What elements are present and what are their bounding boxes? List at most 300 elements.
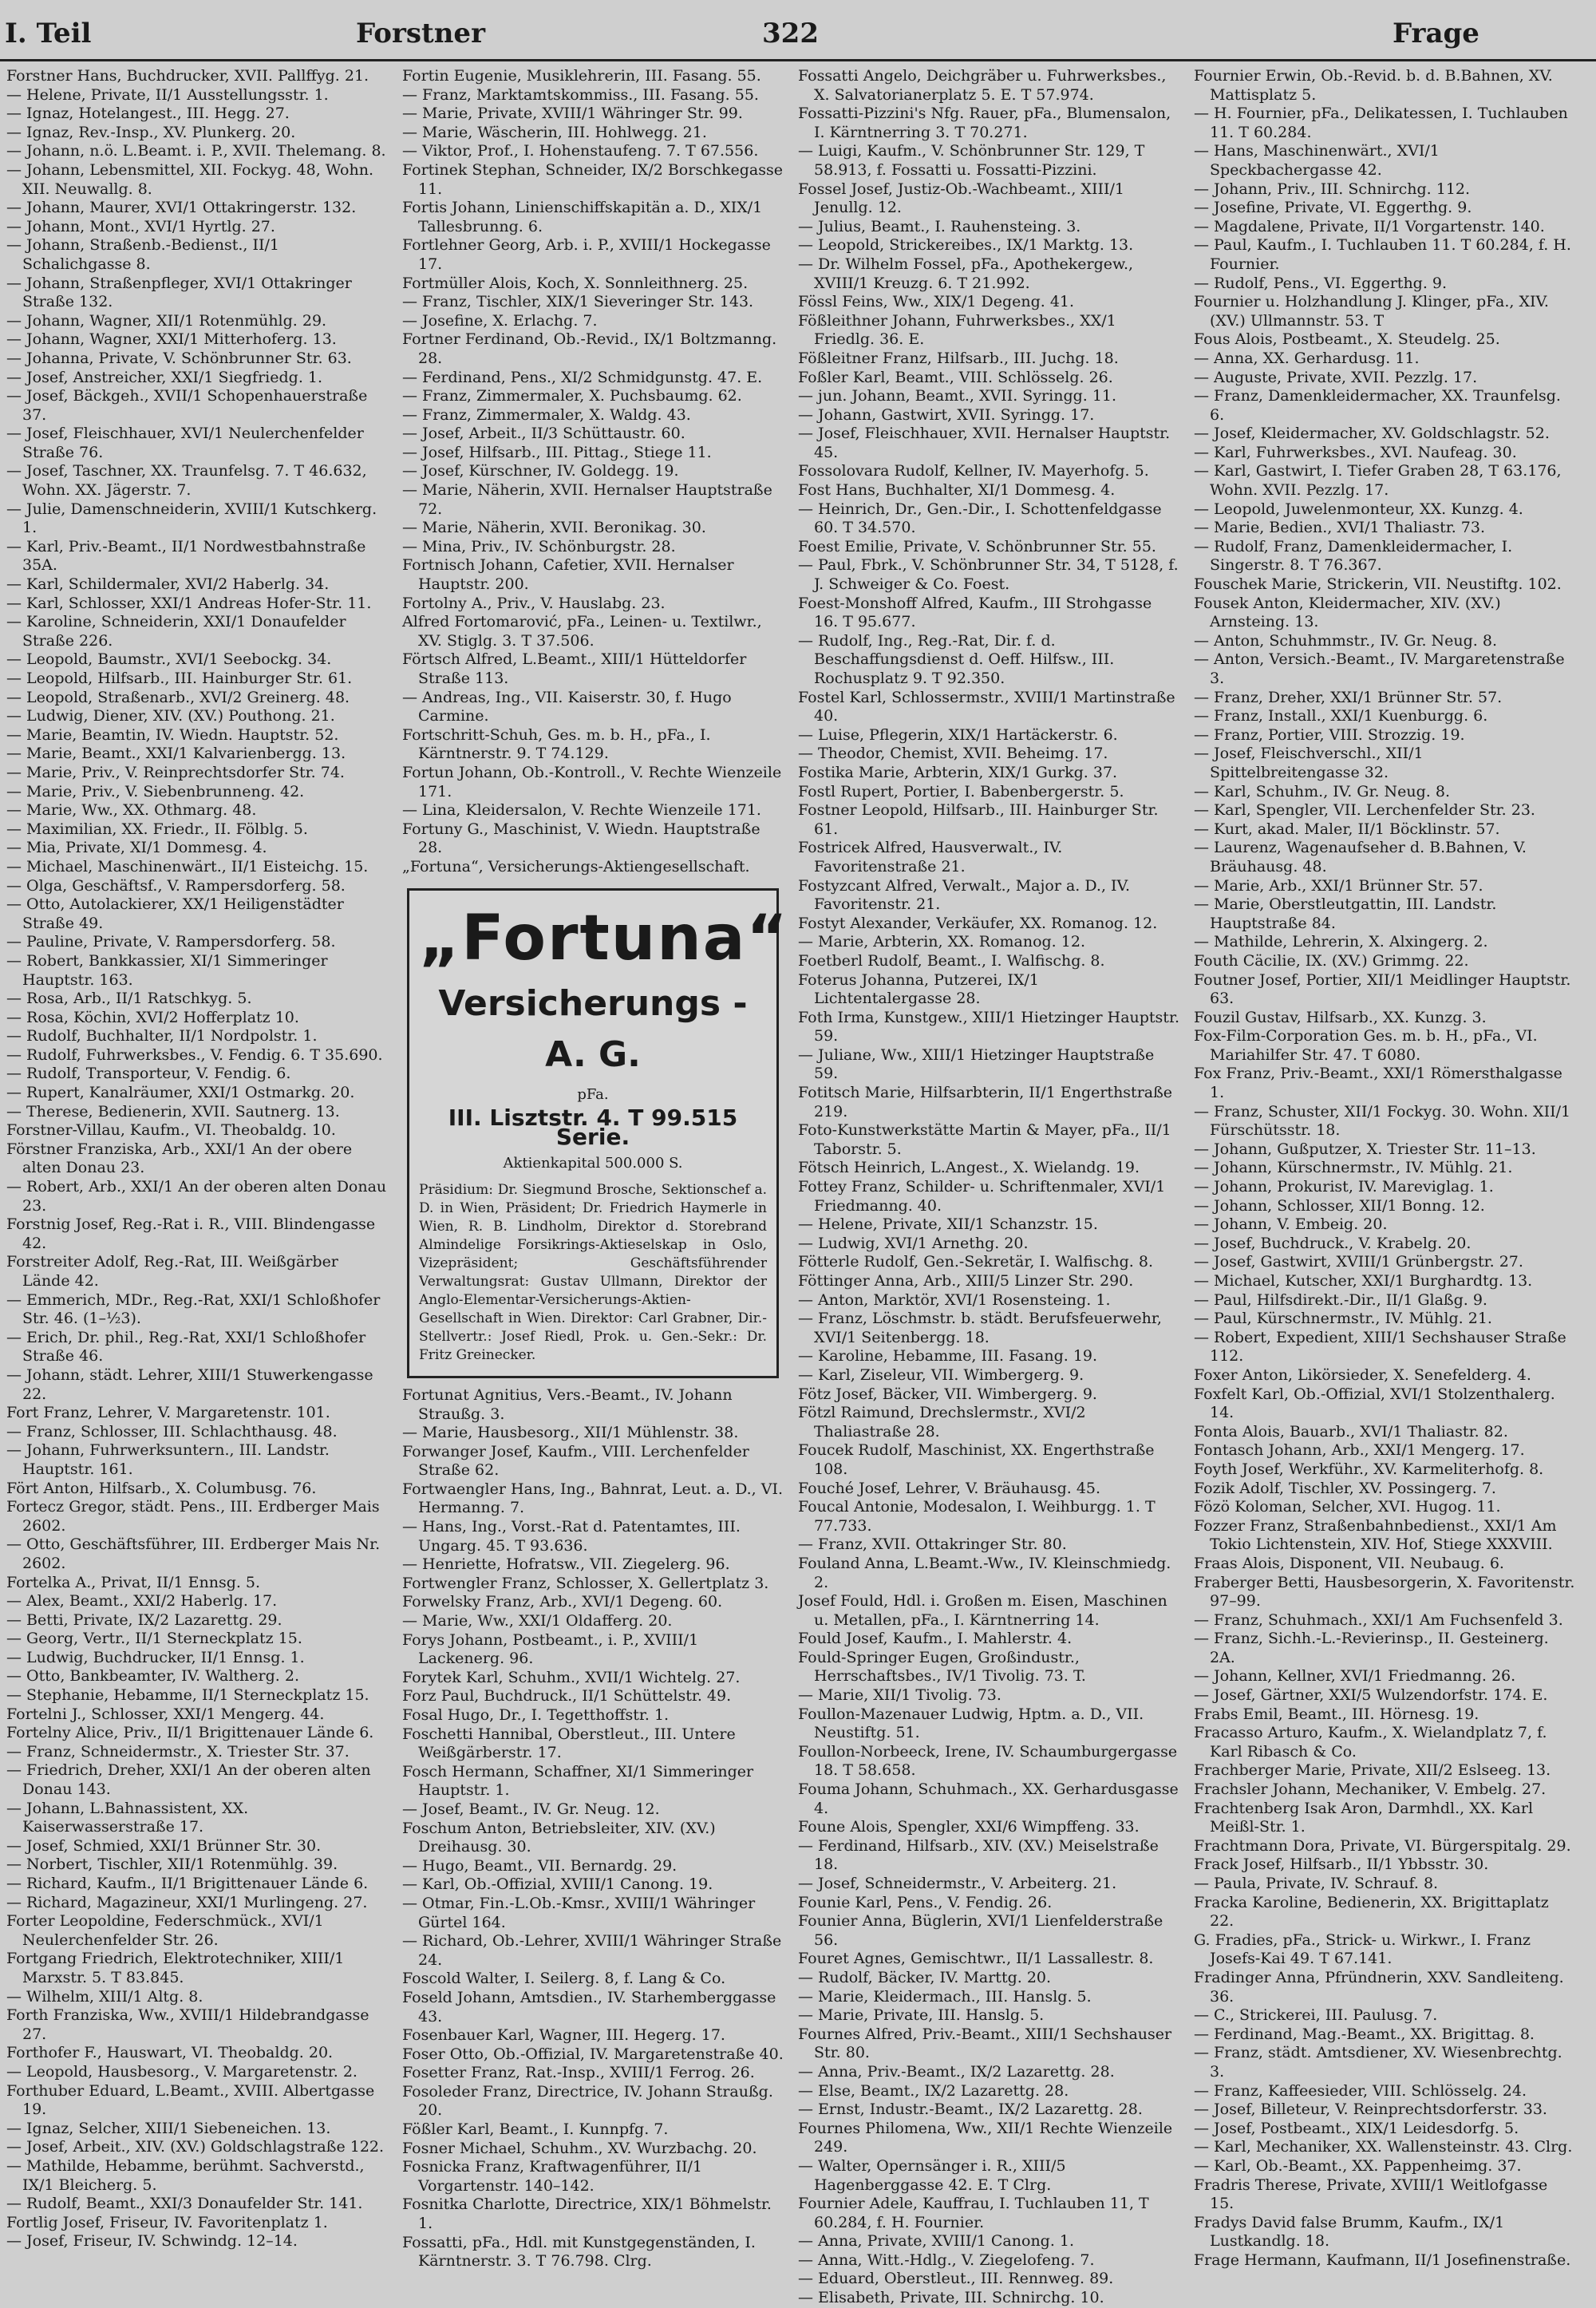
- directory-entry: — Leopold, Strickereibes., IX/1 Marktg. 13.: [798, 236, 1134, 255]
- directory-entry: Fracasso Arturo, Kaufm., X. Wielandplatz 7, f. Karl Ribasch & Co.: [1194, 1724, 1547, 1761]
- directory-entry: — Rupert, Kanalräumer, XXI/1 Ostmarkg. 20.: [6, 1084, 355, 1102]
- directory-entry: Fortmüller Alois, Koch, X. Sonnleithnerg. 25.: [402, 274, 749, 292]
- directory-entry: — Henriette, Hofratsw., VII. Ziegelerg. 96.: [402, 1555, 730, 1574]
- running-head-right: Frage: [1393, 18, 1479, 49]
- directory-entry: — Josef, Kürschner, IV. Goldegg. 19.: [402, 462, 679, 480]
- directory-entry: Fournier Adele, Kauffrau, I. Tuchlauben 11, T 60.284, f. H. Fournier.: [798, 2195, 1149, 2231]
- directory-entry: Forthofer F., Hauswart, VI. Theobaldg. 20.: [6, 2044, 334, 2062]
- ad-capital: Aktienkapital 500.000 S.: [503, 1155, 683, 1172]
- directory-entry: — Paul, Fbrk., V. Schönbrunner Str. 34, T 5128, f. J. Schweiger & Co. Foest.: [798, 556, 1179, 594]
- directory-entry: Foxfelt Karl, Ob.-Offizial, XVI/1 Stolzenthalerg. 14.: [1194, 1385, 1555, 1422]
- directory-entry: Fortinek Stephan, Schneider, IX/2 Borschkegasse 11.: [402, 160, 783, 198]
- directory-entry: — Elisabeth, Private, III. Schnirchg. 10.: [798, 2289, 1104, 2307]
- directory-entry: Fouland Anna, L.Beamt.-Ww., IV. Kleinschmiedg. 2.: [798, 1554, 1171, 1591]
- directory-entry: — Rudolf, Buchhalter, II/1 Nordpolstr. 1.: [6, 1027, 318, 1045]
- directory-entry: Fox Franz, Priv.-Beamt., XXI/1 Römersthalgasse 1.: [1194, 1065, 1562, 1102]
- directory-entry: — Hans, Maschinenwärt., XVI/1 Speckbachergasse 42.: [1194, 142, 1440, 179]
- directory-entry: Fostel Karl, Schlossermstr., XVIII/1 Martinstraße 40.: [798, 688, 1175, 725]
- directory-entry: Forz Paul, Buchdruck., II/1 Schüttelstr. 49.: [402, 1687, 732, 1705]
- directory-entry: — Franz, Dreher, XXI/1 Brünner Str. 57.: [1194, 688, 1503, 706]
- directory-entry: Fosnitka Charlotte, Directrice, XIX/1 Böhmelstr. 1.: [402, 2195, 772, 2233]
- column-2: [402, 67, 789, 2270]
- directory-entry: Fossolovara Rudolf, Kellner, IV. Mayerhofg. 5.: [798, 462, 1149, 480]
- directory-entry: Frachtmann Dora, Private, VI. Bürgerspitalg. 29.: [1194, 1836, 1571, 1855]
- directory-entry: Fötz Josef, Bäcker, VII. Wimbergerg. 9.: [798, 1385, 1097, 1403]
- directory-entry: — Johann, n.ö. L.Beamt. i. P., XVII. Thelemang. 8.: [6, 142, 386, 160]
- directory-entry: — Johann, Wagner, XXI/1 Mitterhoferg. 13.: [6, 330, 337, 349]
- directory-entry: — Franz, Tischler, XIX/1 Sieveringer Str. 143.: [402, 293, 754, 311]
- directory-entry: Forytek Karl, Schuhm., XVII/1 Wichtelg. 27.: [402, 1668, 741, 1686]
- directory-entry: Fous Alois, Postbeamt., X. Steudelg. 25.: [1194, 330, 1500, 349]
- directory-entry: Fostyt Alexander, Verkäufer, XX. Romanog. 12.: [798, 914, 1158, 932]
- directory-entry: — Anna, Priv.-Beamt., IX/2 Lazarettg. 28.: [798, 2062, 1115, 2081]
- directory-entry: Fraas Alois, Disponent, VII. Neubaug. 6.: [1194, 1554, 1504, 1572]
- directory-entry: — Ferdinand, Pens., XI/2 Schmidgunstg. 47. E.: [402, 368, 763, 386]
- directory-entry: — Franz, Marktamtskommiss., III. Fasang. 55.: [402, 85, 759, 104]
- directory-entry: — Franz, Kaffeesieder, VIII. Schlösselg. 24.: [1194, 2081, 1527, 2100]
- directory-entry: Fortecz Gregor, städt. Pens., III. Erdberger Mais 2602.: [6, 1498, 380, 1535]
- directory-entry: — Karl, Priv.-Beamt., II/1 Nordwestbahnstraße 35A.: [6, 537, 366, 575]
- directory-entry: — Karoline, Hebamme, III. Fasang. 19.: [798, 1347, 1098, 1365]
- directory-entry: Fört Anton, Hilfsarb., X. Columbusg. 76.: [6, 1479, 317, 1497]
- directory-entry: Forter Leopoldine, Federschmück., XVI/1 Neulerchenfelder Str. 26.: [6, 1912, 324, 1949]
- directory-entry: — Karl, Ob.-Beamt., XX. Pappenheimg. 37.: [1194, 2156, 1522, 2175]
- directory-entry: — Rosa, Arb., II/1 Ratschkyg. 5.: [6, 990, 252, 1008]
- directory-entry: — Robert, Bankkassier, XI/1 Simmeringer Hauptstr. 163.: [6, 951, 328, 989]
- directory-entry: Forwanger Josef, Kaufm., VIII. Lerchenfelder Straße 62.: [402, 1442, 749, 1480]
- directory-entry: — Franz, Zimmermaler, X. Waldg. 43.: [402, 405, 691, 424]
- directory-entry: Forstreiter Adolf, Reg.-Rat, III. Weißgärber Lände 42.: [6, 1253, 338, 1290]
- directory-entry: — Paul, Hilfsdirekt.-Dir., II/1 Glaßg. 9.: [1194, 1290, 1487, 1309]
- directory-entry: — Rudolf, Beamt., XXI/3 Donaufelder Str. 141.: [6, 2195, 363, 2213]
- directory-entry: — Josef, Hilfsarb., III. Pittag., Stiege 11.: [402, 443, 712, 461]
- directory-entry: — Johann, Wagner, XII/1 Rotenmühlg. 29.: [6, 311, 327, 330]
- directory-entry: Fossatti-Pizzini's Nfg. Rauer, pFa., Blumensalon, I. Kärntnerring 3. T 70.271.: [798, 105, 1171, 141]
- directory-entry: Foullon-Norbeeck, Irene, IV. Schaumburgergasse 18. T 58.658.: [798, 1742, 1178, 1780]
- directory-entry: Fößleithner Johann, Fuhrwerksbes., XX/1 Friedlg. 36. E.: [798, 311, 1116, 349]
- directory-entry: Forth Franziska, Ww., XVIII/1 Hildebrandgasse 27.: [6, 2006, 369, 2043]
- directory-entry: — Michael, Kutscher, XXI/1 Burghardtg. 13.: [1194, 1272, 1533, 1290]
- directory-entry: — Johann, Mont., XVI/1 Hyrtlg. 27.: [6, 217, 275, 235]
- directory-entry: — Franz, Portier, VIII. Strozzig. 19.: [1194, 725, 1465, 744]
- directory-entry: — Friedrich, Dreher, XXI/1 An der oberen alten Donau 143.: [6, 1761, 371, 1799]
- directory-entry: — Johann, Kellner, XVI/1 Friedmanng. 26.: [1194, 1667, 1516, 1686]
- directory-entry: — Marie, Arbterin, XX. Romanog. 12.: [798, 933, 1085, 951]
- directory-entry: Josef Fould, Hdl. i. Großen m. Eisen, Maschinen u. Metallen, pFa., I. Kärntnerring 14.: [798, 1592, 1167, 1629]
- directory-entry: G. Fradies, pFa., Strick- u. Wirkwr., I. Franz Josefs-Kai 49. T 67.141.: [1194, 1931, 1531, 1968]
- directory-entry: Fößler Karl, Beamt., I. Kunnpfg. 7.: [402, 2120, 669, 2139]
- directory-entry: Fouschek Marie, Strickerin, VII. Neustiftg. 102.: [1194, 575, 1562, 594]
- column-4: [1194, 67, 1575, 2269]
- directory-entry: Fradinger Anna, Pfründnerin, XXV. Sandleiteng. 36.: [1194, 1968, 1564, 2006]
- directory-entry: Fortun Johann, Ob.-Kontroll., V. Rechte Wienzeile 171.: [402, 763, 782, 800]
- directory-entry: Fossel Josef, Justiz-Ob.-Wachbeamt., XIII/1 Jenullg. 12.: [798, 180, 1124, 217]
- directory-entry: — Rudolf, Ing., Reg.-Rat, Dir. f. d. Beschaffungsdienst d. Oeff. Hilfsw., III. Rochusplatz 9. T 92.350.: [798, 631, 1115, 687]
- directory-entry: — Josef, Fleischhauer, XVII. Hernalser Hauptstr. 45.: [798, 425, 1171, 461]
- directory-entry: — Laurenz, Wagenaufseher d. B.Bahnen, V. Bräuhausg. 48.: [1194, 839, 1527, 875]
- directory-entry: Fould Josef, Kaufm., I. Mahlerstr. 4.: [798, 1630, 1073, 1648]
- directory-entry: — Kurt, akad. Maler, II/1 Böcklinstr. 57.: [1194, 820, 1500, 838]
- directory-columns: [6, 67, 1590, 2307]
- directory-entry: — Rudolf, Pens., VI. Eggerthg. 9.: [1194, 274, 1448, 292]
- directory-entry: — Karl, Mechaniker, XX. Wallensteinstr. 43. Clrg.: [1194, 2138, 1573, 2156]
- directory-entry: — Juliane, Ww., XIII/1 Hietzinger Hauptstraße 59.: [798, 1045, 1155, 1083]
- directory-entry: — Josef, Schmied, XXI/1 Brünner Str. 30.: [6, 1836, 322, 1855]
- directory-entry: — Josef, Gärtner, XXI/5 Wulzendorfstr. 174. E.: [1194, 1686, 1548, 1705]
- directory-entry: — Viktor, Prof., I. Hohenstaufeng. 7. T 67.556.: [402, 142, 759, 160]
- directory-entry: Frachtenberg Isak Aron, Darmhdl., XX. Karl Meißl-Str. 1.: [1194, 1799, 1534, 1836]
- directory-entry: Frack Josef, Hilfsarb., II/1 Ybbsstr. 30.: [1194, 1855, 1489, 1874]
- directory-entry: Fouret Agnes, Gemischtwr., II/1 Lassallestr. 8.: [798, 1950, 1154, 1968]
- directory-entry: Forthuber Eduard, L.Beamt., XVIII. Albertgasse 19.: [6, 2081, 375, 2119]
- directory-entry: — Rudolf, Bäcker, IV. Marttg. 20.: [798, 1968, 1052, 1986]
- directory-entry: Förstner Franziska, Arb., XXI/1 An der obere alten Donau 23.: [6, 1140, 353, 1177]
- directory-entry: — Richard, Kaufm., II/1 Brigittenauer Lände 6.: [6, 1875, 369, 1892]
- directory-entry: Fostner Leopold, Hilfsarb., III. Hainburger Str. 61.: [798, 801, 1159, 838]
- directory-entry: — Johann, Prokurist, IV. Mareviglag. 1.: [1194, 1178, 1494, 1196]
- ad-pfa: pFa.: [577, 1085, 609, 1103]
- directory-entry: Fontasch Johann, Arb., XXI/1 Mengerg. 17.: [1194, 1441, 1525, 1460]
- directory-entry: — Josef, Taschner, XX. Traunfelsg. 7. T 46.632, Wohn. XX. Jägerstr. 7.: [6, 462, 367, 500]
- directory-entry: — Therese, Bedienerin, XVII. Sautnerg. 13.: [6, 1102, 340, 1120]
- directory-entry: Fonta Alois, Bauarb., XVI/1 Thaliastr. 82.: [1194, 1422, 1508, 1441]
- directory-entry: Fötsch Heinrich, L.Angest., X. Wielandg. 19.: [798, 1159, 1140, 1177]
- directory-entry: Fortlig Josef, Friseur, IV. Favoritenplatz 1.: [6, 2213, 328, 2231]
- directory-entry: Fournes Alfred, Priv.-Beamt., XIII/1 Sechshauser Str. 80.: [798, 2025, 1172, 2062]
- directory-entry: Fosenbauer Karl, Wagner, III. Hegerg. 17.: [402, 2026, 725, 2045]
- directory-entry: Förtsch Alfred, L.Beamt., XIII/1 Hütteldorfer Straße 113.: [402, 650, 747, 687]
- directory-entry: — Josef, Postbeamt., XIX/1 Leidesdorfg. 5.: [1194, 2119, 1519, 2137]
- directory-entry: — Marie, Oberstleutgattin, III. Landstr. Hauptstraße 84.: [1194, 895, 1497, 932]
- directory-entry: — Karl, Schuhm., IV. Gr. Neug. 8.: [1194, 782, 1451, 800]
- directory-entry: Fradys David false Brumm, Kaufm., IX/1 Lustkandlg. 18.: [1194, 2213, 1505, 2251]
- directory-entry: Fost Hans, Buchhalter, XI/1 Dommesg. 4.: [798, 481, 1116, 500]
- directory-entry: — Franz, Schneidermstr., X. Triester Str. 37.: [6, 1742, 350, 1761]
- directory-entry: Fouma Johann, Schuhmach., XX. Gerhardusgasse 4.: [798, 1780, 1179, 1817]
- directory-entry: Alfred Fortomarović, pFa., Leinen- u. Textilwr., XV. Stiglg. 3. T 37.506.: [402, 613, 762, 650]
- directory-entry: — Franz, städt. Amtsdiener, XV. Wiesenbrechtg. 3.: [1194, 2044, 1562, 2081]
- directory-entry: — Johann, V. Embeig. 20.: [1194, 1215, 1388, 1234]
- directory-entry: Fostyzcant Alfred, Verwalt., Major a. D., IV. Favoritenstr. 21.: [798, 876, 1130, 914]
- directory-entry: — Magdalene, Private, II/1 Vorgartenstr. 140.: [1194, 217, 1545, 235]
- directory-entry: — Richard, Magazineur, XXI/1 Murlingeng. 27.: [6, 1893, 368, 1911]
- directory-entry: — Olga, Geschäftsf., V. Rampersdorferg. 58.: [6, 876, 346, 895]
- directory-entry: — Josef, Billeteur, V. Reinprechtsdorferstr. 33.: [1194, 2101, 1547, 2119]
- directory-entry: — Mathilde, Hebamme, berühmt. Sachverstd., IX/1 Bleicherg. 5.: [6, 2156, 365, 2194]
- directory-entry: Foschum Anton, Betriebsleiter, XIV. (XV.) Dreihausg. 30.: [402, 1819, 716, 1856]
- column-2-bottom: [402, 1386, 784, 2271]
- directory-entry: — Hans, Ing., Vorst.-Rat d. Patentamtes, III. Ungarg. 45. T 93.636.: [402, 1518, 741, 1555]
- directory-entry: — Ludwig, XVI/1 Arnethg. 20.: [798, 1234, 1029, 1252]
- directory-entry: — Marie, Arb., XXI/1 Brünner Str. 57.: [1194, 876, 1483, 895]
- directory-entry: Fortin Eugenie, Musiklehrerin, III. Fasang. 55.: [402, 67, 761, 85]
- directory-entry: Founie Karl, Pens., V. Fendig. 26.: [798, 1893, 1053, 1911]
- directory-entry: Fosner Michael, Schuhm., XV. Wurzbachg. 20.: [402, 2139, 757, 2157]
- directory-entry: — Marie, XII/1 Tivolig. 73.: [798, 1686, 1001, 1705]
- directory-entry: — Paula, Private, IV. Schrauf. 8.: [1194, 1875, 1439, 1892]
- directory-entry: — Karl, Schildermaler, XVI/2 Haberlg. 34.: [6, 575, 330, 594]
- directory-entry: — Wilhelm, XIII/1 Altg. 8.: [6, 1987, 203, 2006]
- directory-entry: Fouth Cäcilie, IX. (XV.) Grimmg. 22.: [1194, 951, 1469, 970]
- directory-entry: — Marie, Näherin, XVII. Hernalser Hauptstraße 72.: [402, 481, 772, 518]
- directory-entry: Foscold Walter, I. Seilerg. 8, f. Lang & Co.: [402, 1970, 726, 1988]
- directory-entry: Fould-Springer Eugen, Großindustr., Herrschaftsbes., IV/1 Tivolig. 73. T.: [798, 1648, 1086, 1686]
- directory-entry: Forwelsky Franz, Arb., XVI/1 Degeng. 60.: [402, 1593, 723, 1611]
- directory-entry: — Marie, Ww., XX. Othmarg. 48.: [6, 801, 257, 820]
- directory-entry: — Betti, Private, IX/2 Lazarettg. 29.: [6, 1610, 282, 1629]
- directory-entry: Foxer Anton, Likörsieder, X. Senefelderg. 4.: [1194, 1365, 1531, 1384]
- directory-entry: Fostricek Alfred, Hausverwalt., IV. Favoritenstraße 21.: [798, 839, 1063, 875]
- directory-entry: — Johann, städt. Lehrer, XIII/1 Stuwerkengasse 22.: [6, 1365, 373, 1403]
- directory-entry: — Johann, Gußputzer, X. Triester Str. 11–13.: [1194, 1140, 1536, 1158]
- directory-entry: — Marie, Bedien., XVI/1 Thaliastr. 73.: [1194, 519, 1486, 537]
- directory-entry: Fosal Hugo, Dr., I. Tegetthoffstr. 1.: [402, 1706, 670, 1724]
- directory-entry: — Karl, Spengler, VII. Lerchenfelder Str. 23.: [1194, 801, 1535, 820]
- directory-entry: Fort Franz, Lehrer, V. Margaretenstr. 101.: [6, 1404, 330, 1422]
- page-header: [0, 11, 1596, 61]
- directory-entry: — Richard, Ob.-Lehrer, XVIII/1 Währinger Straße 24.: [402, 1932, 782, 1969]
- directory-entry: — Johanna, Private, V. Schönbrunner Str. 63.: [6, 349, 352, 367]
- column-3: [798, 67, 1179, 2307]
- directory-entry: — Josef, Arbeit., II/3 Schüttaustr. 60.: [402, 425, 685, 443]
- directory-entry: — Marie, Kleidermach., III. Hanslg. 5.: [798, 1987, 1092, 2006]
- directory-entry: — Franz, Zimmermaler, X. Puchsbaumg. 62.: [402, 387, 742, 405]
- directory-entry: — Erich, Dr. phil., Reg.-Rat, XXI/1 Schloßhofer Straße 46.: [6, 1328, 366, 1365]
- directory-entry: Fortwengler Franz, Schlosser, X. Gellertplatz 3.: [402, 1574, 769, 1592]
- directory-entry: — Karl, Ob.-Offizial, XVIII/1 Canong. 19.: [402, 1875, 713, 1894]
- directory-entry: — Marie, Hausbesorg., XII/1 Mühlenstr. 38.: [402, 1424, 739, 1442]
- directory-entry: Fozik Adolf, Tischler, XV. Possingerg. 7.: [1194, 1479, 1496, 1497]
- directory-entry: — Walter, Opernsänger i. R., XIII/5 Hagenberggasse 42. E. T Clrg.: [798, 2156, 1066, 2194]
- directory-entry: — Johann, Fuhrwerksuntern., III. Landstr. Hauptstr. 161.: [6, 1441, 330, 1478]
- directory-entry: — Marie, Ww., XXI/1 Oldafferg. 20.: [402, 1612, 673, 1630]
- directory-entry: Fouzil Gustav, Hilfsarb., XX. Kunzg. 3.: [1194, 1008, 1487, 1026]
- directory-entry: Foterus Johanna, Putzerei, IX/1 Lichtentalergasse 28.: [798, 970, 1039, 1008]
- directory-entry: — Helene, Private, XII/1 Schanzstr. 15.: [798, 1215, 1098, 1234]
- directory-entry: Fözö Koloman, Selcher, XVI. Hugog. 11.: [1194, 1498, 1501, 1516]
- directory-entry: — Mia, Private, XI/1 Dommesg. 4.: [6, 839, 267, 857]
- directory-entry: — Norbert, Tischler, XII/1 Rotenmühlg. 39.: [6, 1855, 338, 1874]
- directory-entry: — Otto, Geschäftsführer, III. Erdberger Mais Nr. 2602.: [6, 1535, 381, 1572]
- directory-entry: — Robert, Arb., XXI/1 An der oberen alten Donau 23.: [6, 1178, 387, 1215]
- directory-entry: „Fortuna“, Versicherungs-Aktiengesellschaft.: [402, 857, 750, 875]
- directory-entry: — Leopold, Straßenarb., XVI/2 Greinerg. 48.: [6, 688, 350, 706]
- running-head-left: Forstner: [356, 18, 485, 49]
- directory-entry: Fötterle Rudolf, Gen.-Sekretär, I. Walfischg. 8.: [798, 1253, 1153, 1271]
- directory-entry: — Karl, Fuhrwerksbes., XVI. Naufeag. 30.: [1194, 443, 1517, 461]
- directory-entry: — Julius, Beamt., I. Rauhensteing. 3.: [798, 217, 1081, 235]
- directory-entry: — jun. Johann, Beamt., XVII. Syringg. 11.: [798, 387, 1117, 405]
- directory-entry: — Ignaz, Selcher, XIII/1 Siebeneichen. 13.: [6, 2119, 331, 2137]
- directory-entry: — Franz, XVII. Ottakringer Str. 80.: [798, 1535, 1067, 1554]
- directory-entry: Forys Johann, Postbeamt., i. P., XVIII/1 Lackenerg. 96.: [402, 1630, 699, 1668]
- directory-entry: — Franz, Damenkleidermacher, XX. Traunfelsg. 6.: [1194, 387, 1561, 424]
- directory-entry: — Luigi, Kaufm., V. Schönbrunner Str. 129, T 58.913, f. Fossatti u. Fossatti-Pizzini.: [798, 142, 1145, 179]
- directory-entry: Fortunat Agnitius, Vers.-Beamt., IV. Johann Straußg. 3.: [402, 1385, 733, 1423]
- directory-entry: Fozzer Franz, Straßenbahnbedienst., XXI/1 Am Tokio Lichtenstein, XIV. Hof, Stiege XXXVIII.: [1194, 1516, 1557, 1554]
- directory-entry: — Ferdinand, Hilfsarb., XIV. (XV.) Meiselstraße 18.: [798, 1836, 1159, 1874]
- directory-entry: Fortelny Alice, Priv., II/1 Brigittenauer Lände 6.: [6, 1724, 374, 1742]
- directory-entry: Frachberger Marie, Private, XII/2 Eslseeg. 13.: [1194, 1761, 1551, 1780]
- directory-entry: — Franz, Sichh.-L.-Revierinsp., II. Gesteinerg. 2A.: [1194, 1630, 1549, 1666]
- directory-entry: — Robert, Expedient, XIII/1 Sechshauser Straße 112.: [1194, 1328, 1566, 1365]
- directory-entry: Frachsler Johann, Mechaniker, V. Embelg. 27.: [1194, 1780, 1547, 1799]
- section-label: I. Teil: [5, 18, 92, 49]
- directory-entry: — Josef, Beamt., IV. Gr. Neug. 12.: [402, 1800, 660, 1818]
- directory-entry: Fortlehner Georg, Arb. i. P., XVIII/1 Hockegasse 17.: [402, 236, 771, 273]
- directory-entry: — Rudolf, Transporteur, V. Fendig. 6.: [6, 1065, 291, 1083]
- directory-entry: Foto-Kunstwerkstätte Martin & Mayer, pFa., II/1 Taborstr. 5.: [798, 1121, 1171, 1158]
- directory-entry: — Auguste, Private, XVII. Pezzlg. 17.: [1194, 368, 1478, 386]
- directory-entry: Foucal Antonie, Modesalon, I. Weihburgg. 1. T 77.733.: [798, 1498, 1156, 1535]
- directory-entry: — Franz, Install., XXI/1 Kuenburgg. 6.: [1194, 707, 1488, 725]
- directory-entry: Founier Anna, Büglerin, XVI/1 Lienfelderstraße 56.: [798, 1912, 1163, 1949]
- directory-entry: — Leopold, Juwelenmonteur, XX. Kunzg. 4.: [1194, 500, 1523, 518]
- directory-entry: — Rudolf, Franz, Damenkleidermacher, I. Singerstr. 8. T 76.367.: [1194, 537, 1513, 575]
- directory-entry: Fortelka A., Privat, II/1 Ennsg. 5.: [6, 1573, 261, 1591]
- column-1: [6, 67, 388, 2251]
- directory-entry: — Johann, L.Bahnassistent, XX. Kaiserwasserstraße 17.: [6, 1799, 249, 1836]
- directory-entry: Frage Hermann, Kaufmann, II/1 Josefinenstraße.: [1194, 2251, 1571, 2269]
- directory-entry: — Anton, Marktör, XVI/1 Rosensteing. 1.: [798, 1290, 1111, 1309]
- directory-entry: Fortuny G., Maschinist, V. Wiedn. Hauptstraße 28.: [402, 820, 760, 857]
- directory-entry: — Marie, Private, III. Hanslg. 5.: [798, 2006, 1045, 2025]
- directory-entry: — Ludwig, Diener, XIV. (XV.) Pouthong. 21.: [6, 707, 335, 725]
- directory-entry: — Josefine, Private, VI. Eggerthg. 9.: [1194, 199, 1472, 217]
- directory-entry: Foyth Josef, Werkführ., XV. Karmeliterhofg. 8.: [1194, 1460, 1544, 1478]
- directory-entry: — Michael, Maschinenwärt., II/1 Eisteichg. 15.: [6, 857, 369, 875]
- directory-entry: — Leopold, Hausbesorg., V. Margaretenstr. 2.: [6, 2062, 358, 2081]
- directory-entry: — Franz, Schuster, XII/1 Fockyg. 30. Wohn. XII/1 Fürschütsstr. 18.: [1194, 1102, 1571, 1140]
- directory-entry: Fournes Philomena, Ww., XII/1 Rechte Wienzeile 249.: [798, 2119, 1173, 2156]
- directory-entry: — Ignaz, Rev.-Insp., XV. Plunkerg. 20.: [6, 123, 296, 141]
- directory-entry: Fortschritt-Schuh, Ges. m. b. H., pFa., I. Kärntnerstr. 9. T 74.129.: [402, 725, 711, 763]
- directory-entry: Foest Emilie, Private, V. Schönbrunner Str. 55.: [798, 537, 1156, 555]
- directory-entry: — Stephanie, Hebamme, II/1 Sterneckplatz 15.: [6, 1686, 369, 1705]
- directory-entry: — Lina, Kleidersalon, V. Rechte Wienzeile 171.: [402, 801, 761, 820]
- directory-entry: Foetberl Rudolf, Beamt., I. Walfischg. 8.: [798, 951, 1105, 970]
- directory-entry: Foth Irma, Kunstgew., XIII/1 Hietzinger Hauptstr. 59.: [798, 1008, 1179, 1045]
- directory-entry: Fosnicka Franz, Kraftwagenführer, II/1 Vorgartenstr. 140–142.: [402, 2158, 703, 2195]
- directory-entry: Föttinger Anna, Arb., XIII/5 Linzer Str. 290.: [798, 1272, 1134, 1290]
- directory-entry: — Franz, Schuhmach., XXI/1 Am Fuchsenfeld 3.: [1194, 1610, 1563, 1629]
- directory-entry: Fraberger Betti, Hausbesorgerin, X. Favoritenstr. 97–99.: [1194, 1573, 1575, 1610]
- directory-entry: — Leopold, Hilfsarb., III. Hainburger Str. 61.: [6, 670, 353, 687]
- directory-entry: — Marie, Beamtin, IV. Wiedn. Hauptstr. 52.: [6, 725, 339, 744]
- directory-entry: — Paul, Kürschnermstr., IV. Mühlg. 21.: [1194, 1310, 1492, 1328]
- directory-entry: Foschetti Hannibal, Oberstleut., III. Untere Weißgärberstr. 17.: [402, 1725, 736, 1762]
- directory-entry: — Julie, Damenschneiderin, XVIII/1 Kutschkerg. 1.: [6, 500, 377, 537]
- directory-entry: — Anna, Witt.-Hdlg., V. Ziegelofeng. 7.: [798, 2251, 1095, 2269]
- directory-entry: — Pauline, Private, V. Rampersdorferg. 58.: [6, 933, 336, 951]
- directory-entry: — Ernst, Industr.-Beamt., IX/2 Lazarettg. 28.: [798, 2101, 1143, 2119]
- directory-entry: — Franz, Schlosser, III. Schlachthausg. 48.: [6, 1422, 338, 1441]
- directory-entry: — Johann, Straßenb.-Bedienst., II/1 Schalichgasse 8.: [6, 236, 279, 273]
- directory-entry: Fradris Therese, Private, XVIII/1 Weitlofgasse 15.: [1194, 2176, 1548, 2213]
- directory-entry: Fosoleder Franz, Directrice, IV. Johann Straußg. 20.: [402, 2082, 773, 2120]
- directory-entry: — Ludwig, Buchdrucker, II/1 Ennsg. 1.: [6, 1648, 305, 1666]
- directory-entry: — Anna, Private, XVIII/1 Canong. 1.: [798, 2232, 1075, 2251]
- directory-entry: — Luise, Pflegerin, XIX/1 Hartäckerstr. 6.: [798, 725, 1118, 744]
- directory-entry: — Eduard, Oberstleut., III. Rennweg. 89.: [798, 2270, 1114, 2288]
- directory-entry: Foune Alois, Spengler, XXI/6 Wimpffeng. 33.: [798, 1818, 1140, 1836]
- directory-entry: Fößleitner Franz, Hilfsarb., III. Juchg. 18.: [798, 349, 1119, 367]
- directory-entry: — Josef, Gastwirt, XVIII/1 Grünbergstr. 27.: [1194, 1253, 1523, 1271]
- directory-entry: — Johann, Priv., III. Schnirchg. 112.: [1194, 180, 1471, 198]
- directory-entry: Fortgang Friedrich, Elektrotechniker, XIII/1 Marxstr. 5. T 83.845.: [6, 1950, 345, 1986]
- directory-entry: — Rudolf, Fuhrwerksbes., V. Fendig. 6. T 35.690.: [6, 1045, 383, 1064]
- directory-entry: — Hugo, Beamt., VII. Bernardg. 29.: [402, 1856, 678, 1875]
- directory-entry: — Karl, Ziseleur, VII. Wimbergerg. 9.: [798, 1365, 1084, 1384]
- directory-entry: Forstnig Josef, Reg.-Rat i. R., VIII. Blindengasse 42.: [6, 1215, 376, 1252]
- directory-entry: Fortner Ferdinand, Ob.-Revid., IX/1 Boltzmanng. 28.: [402, 330, 777, 367]
- directory-entry: — Marie, Beamt., XXI/1 Kalvarienbergg. 13.: [6, 745, 346, 763]
- ad-subtitle: Versicherungs - A. G.: [438, 982, 748, 1075]
- ad-body: Präsidium: Dr. Siegmund Brosche, Sektionschef a. D. in Wien, Präsident; Dr. Friedrich Haymerle in Wien, R. B. Lindholm, Direktor d. Storebrand Almindelige Forsikrings-Aktieselskap in Oslo, Vizepräsident; Geschäftsführender Verwaltungsrat: Gustav Ullmann, Direktor der Anglo-Elementar-Versicherungs-Aktien-Gesellschaft in Wien. Direktor: Carl Grabner, Dir.-Stellvertr.: Josef Riedl, Prok. u. Gen.-Sekr.: Dr. Fritz Greinecker.: [419, 1181, 767, 1363]
- directory-entry: — Josefine, X. Erlachg. 7.: [402, 311, 598, 330]
- directory-entry: Fortnisch Johann, Cafetier, XVII. Hernalser Hauptstr. 200.: [402, 556, 734, 594]
- directory-entry: — Alex, Beamt., XXI/2 Haberlg. 17.: [6, 1592, 278, 1610]
- directory-entry: — Marie, Näherin, XVII. Beronikag. 30.: [402, 519, 706, 537]
- directory-entry: — Josef, Bäckgeh., XVII/1 Schopenhauerstraße 37.: [6, 387, 368, 424]
- directory-entry: — Marie, Private, XVIII/1 Währinger Str. 99.: [402, 105, 743, 123]
- directory-entry: — Johann, Lebensmittel, XII. Fockyg. 48, Wohn. XII. Neuwallg. 8.: [6, 160, 374, 198]
- directory-entry: Foutner Josef, Portier, XII/1 Meidlinger Hauptstr. 63.: [1194, 970, 1571, 1008]
- directory-entry: — Marie, Wäscherin, III. Hohlwegg. 21.: [402, 123, 707, 141]
- directory-entry: — Josef, Buchdruck., V. Krabelg. 20.: [1194, 1234, 1472, 1252]
- directory-entry: — Johann, Kürschnermstr., IV. Mühlg. 21.: [1194, 1159, 1513, 1177]
- directory-entry: — Johann, Straßenpfleger, XVI/1 Ottakringer Straße 132.: [6, 274, 352, 311]
- directory-entry: — Emmerich, MDr., Reg.-Rat, XXI/1 Schloßhofer Str. 46. (1–½3).: [6, 1290, 381, 1328]
- directory-entry: Fosch Hermann, Schaffner, XI/1 Simmeringer Hauptstr. 1.: [402, 1762, 754, 1800]
- directory-entry: — Andreas, Ing., VII. Kaiserstr. 30, f. Hugo Carmine.: [402, 688, 732, 725]
- directory-entry: — Maximilian, XX. Friedr., II. Fölblg. 5.: [6, 820, 308, 838]
- directory-entry: — Mina, Priv., IV. Schönburgstr. 28.: [402, 537, 676, 555]
- directory-entry: Frabs Emil, Beamt., III. Hörnesg. 19.: [1194, 1705, 1479, 1723]
- directory-entry: — Karl, Gastwirt, I. Tiefer Graben 28, T 63.176, Wohn. XVII. Pezzlg. 17.: [1194, 462, 1562, 500]
- directory-entry: — Heinrich, Dr., Gen.-Dir., I. Schottenfeldgasse 60. T 34.570.: [798, 500, 1162, 537]
- directory-entry: Foseld Johann, Amtsdien., IV. Starhemberggasse 43.: [402, 1988, 776, 2025]
- directory-entry: Fötzl Raimund, Drechslermstr., XVI/2 Thaliastraße 28.: [798, 1404, 1086, 1441]
- directory-entry: Fortwaengler Hans, Ing., Bahnrat, Leut. a. D., VI. Hermanng. 7.: [402, 1480, 784, 1517]
- ad-title: „Fortuna“: [419, 902, 789, 974]
- directory-entry: Fousek Anton, Kleidermacher, XIV. (XV.) Arnsteing. 13.: [1194, 594, 1501, 631]
- directory-entry: — Leopold, Baumstr., XVI/1 Seebockg. 34.: [6, 650, 332, 669]
- directory-entry: — Josef, Fleischverschl., XII/1 Spittelbreitengasse 32.: [1194, 745, 1424, 781]
- directory-entry: Fortolny A., Priv., V. Hauslabg. 23.: [402, 594, 666, 612]
- directory-entry: — Dr. Wilhelm Fossel, pFa., Apothekergew., XVIII/1 Kreuzg. 6. T 21.992.: [798, 255, 1134, 292]
- directory-entry: — Ferdinand, Mag.-Beamt., XX. Brigittag. 8.: [1194, 2025, 1535, 2043]
- directory-entry: — Rosa, Köchin, XVI/2 Hofferplatz 10.: [6, 1008, 299, 1026]
- directory-entry: Fostika Marie, Arbterin, XIX/1 Gurkg. 37.: [798, 763, 1118, 781]
- directory-entry: Fostl Rupert, Portier, I. Babenbergerstr. 5.: [798, 782, 1124, 800]
- directory-entry: — Karoline, Schneiderin, XXI/1 Donaufelder Straße 226.: [6, 613, 346, 650]
- directory-entry: — Josef, Schneidermstr., V. Arbeiterg. 21.: [798, 1875, 1117, 1892]
- directory-entry: Foßler Karl, Beamt., VIII. Schlösselg. 26.: [798, 368, 1113, 386]
- directory-entry: — Anton, Schuhmmstr., IV. Gr. Neug. 8.: [1194, 631, 1497, 650]
- directory-entry: Foest-Monshoff Alfred, Kaufm., III Strohgasse 16. T 95.677.: [798, 594, 1152, 631]
- page-number: 322: [762, 18, 819, 49]
- directory-entry: Fortis Johann, Linienschiffskapitän a. D., XIX/1 Tallesbrunng. 6.: [402, 199, 763, 235]
- directory-entry: Fox-Film-Corporation Ges. m. b. H., pFa., VI. Mariahilfer Str. 47. T 6080.: [1194, 1027, 1538, 1064]
- directory-entry: Forstner-Villau, Kaufm., VI. Theobaldg. 10.: [6, 1121, 336, 1140]
- directory-entry: Forstner Hans, Buchdrucker, XVII. Pallffyg. 21.: [6, 67, 369, 85]
- directory-entry: — Marie, Priv., V. Siebenbrunneng. 42.: [6, 782, 305, 800]
- directory-entry: — Josef, Fleischhauer, XVI/1 Neulerchenfelder Straße 76.: [6, 425, 364, 461]
- directory-entry: — Josef, Kleidermacher, XV. Goldschlagstr. 52.: [1194, 425, 1550, 443]
- directory-entry: — Ignaz, Hotelangest., III. Hegg. 27.: [6, 105, 290, 123]
- directory-entry: Fracka Karoline, Bedienerin, XX. Brigittaplatz 22.: [1194, 1893, 1549, 1931]
